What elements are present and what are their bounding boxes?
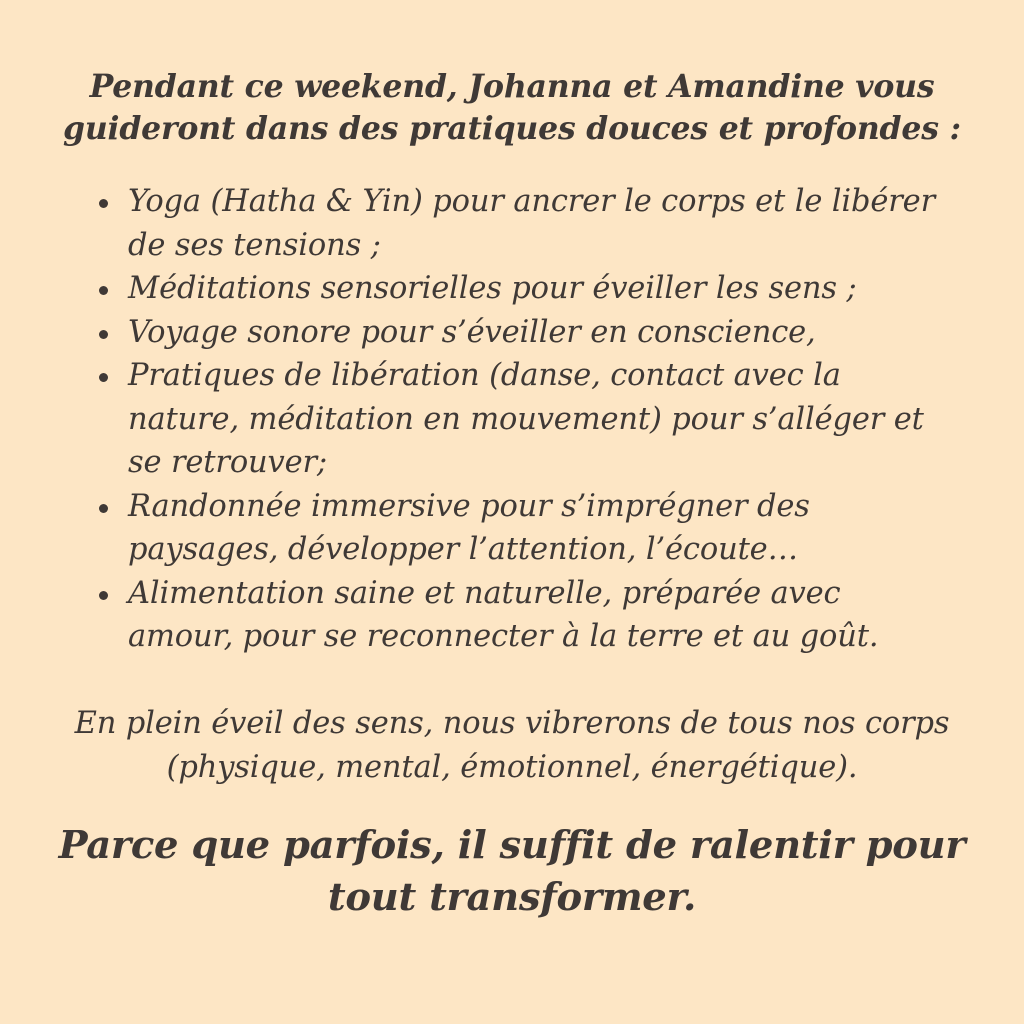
- tagline: [58, 820, 966, 924]
- practice-line: nature, méditation en mouvement) pour s’alléger et: [128, 401, 924, 437]
- practice-line: Pratiques de libération (danse, contact avec la: [128, 358, 841, 393]
- practice-line: Méditations sensorielles pour éveiller les sens ;: [128, 271, 857, 306]
- practice-line: de ses tensions ;: [128, 227, 381, 263]
- practice-line: paysages, développer l’attention, l’écoute…: [128, 532, 798, 567]
- practice-item-yoga: [128, 180, 966, 267]
- bullet-icon: [99, 286, 108, 295]
- bullet-icon: [99, 504, 108, 513]
- practice-line: Yoga (Hatha & Yin) pour ancrer le corps et le libérer: [128, 184, 936, 219]
- bullet-icon: [99, 199, 108, 208]
- closing-line: (physique, mental, émotionnel, énergétique).: [166, 749, 858, 785]
- practice-item-alimentation: [128, 572, 966, 659]
- practice-line: amour, pour se reconnecter à la terre et au goût.: [128, 619, 879, 654]
- practice-list: [58, 180, 966, 659]
- intro-line: Pendant ce weekend, Johanna et Amandine vous: [89, 68, 935, 105]
- practice-item-voyage-sonore: [128, 311, 966, 355]
- practice-item-meditations: [128, 267, 966, 311]
- bullet-icon: [99, 373, 108, 382]
- practice-item-liberation: [128, 354, 966, 485]
- tagline-line: tout transformer.: [327, 874, 697, 920]
- closing-paragraph: [58, 702, 966, 790]
- intro-line: guideront dans des pratiques douces et profondes :: [63, 110, 961, 147]
- practice-line: Voyage sonore pour s’éveiller en conscience,: [128, 314, 816, 350]
- practice-line: Alimentation saine et naturelle, préparée avec: [128, 575, 841, 611]
- bullet-icon: [99, 591, 108, 600]
- tagline-line: Parce que parfois, il suffit de ralentir pour: [58, 822, 966, 868]
- intro-heading: [58, 66, 966, 150]
- bullet-icon: [99, 330, 108, 339]
- practice-line: Randonnée immersive pour s’imprégner des: [128, 488, 810, 524]
- practice-item-randonnee: [128, 485, 966, 572]
- practice-line: se retrouver;: [128, 445, 328, 480]
- closing-line: En plein éveil des sens, nous vibrerons de tous nos corps: [74, 705, 950, 741]
